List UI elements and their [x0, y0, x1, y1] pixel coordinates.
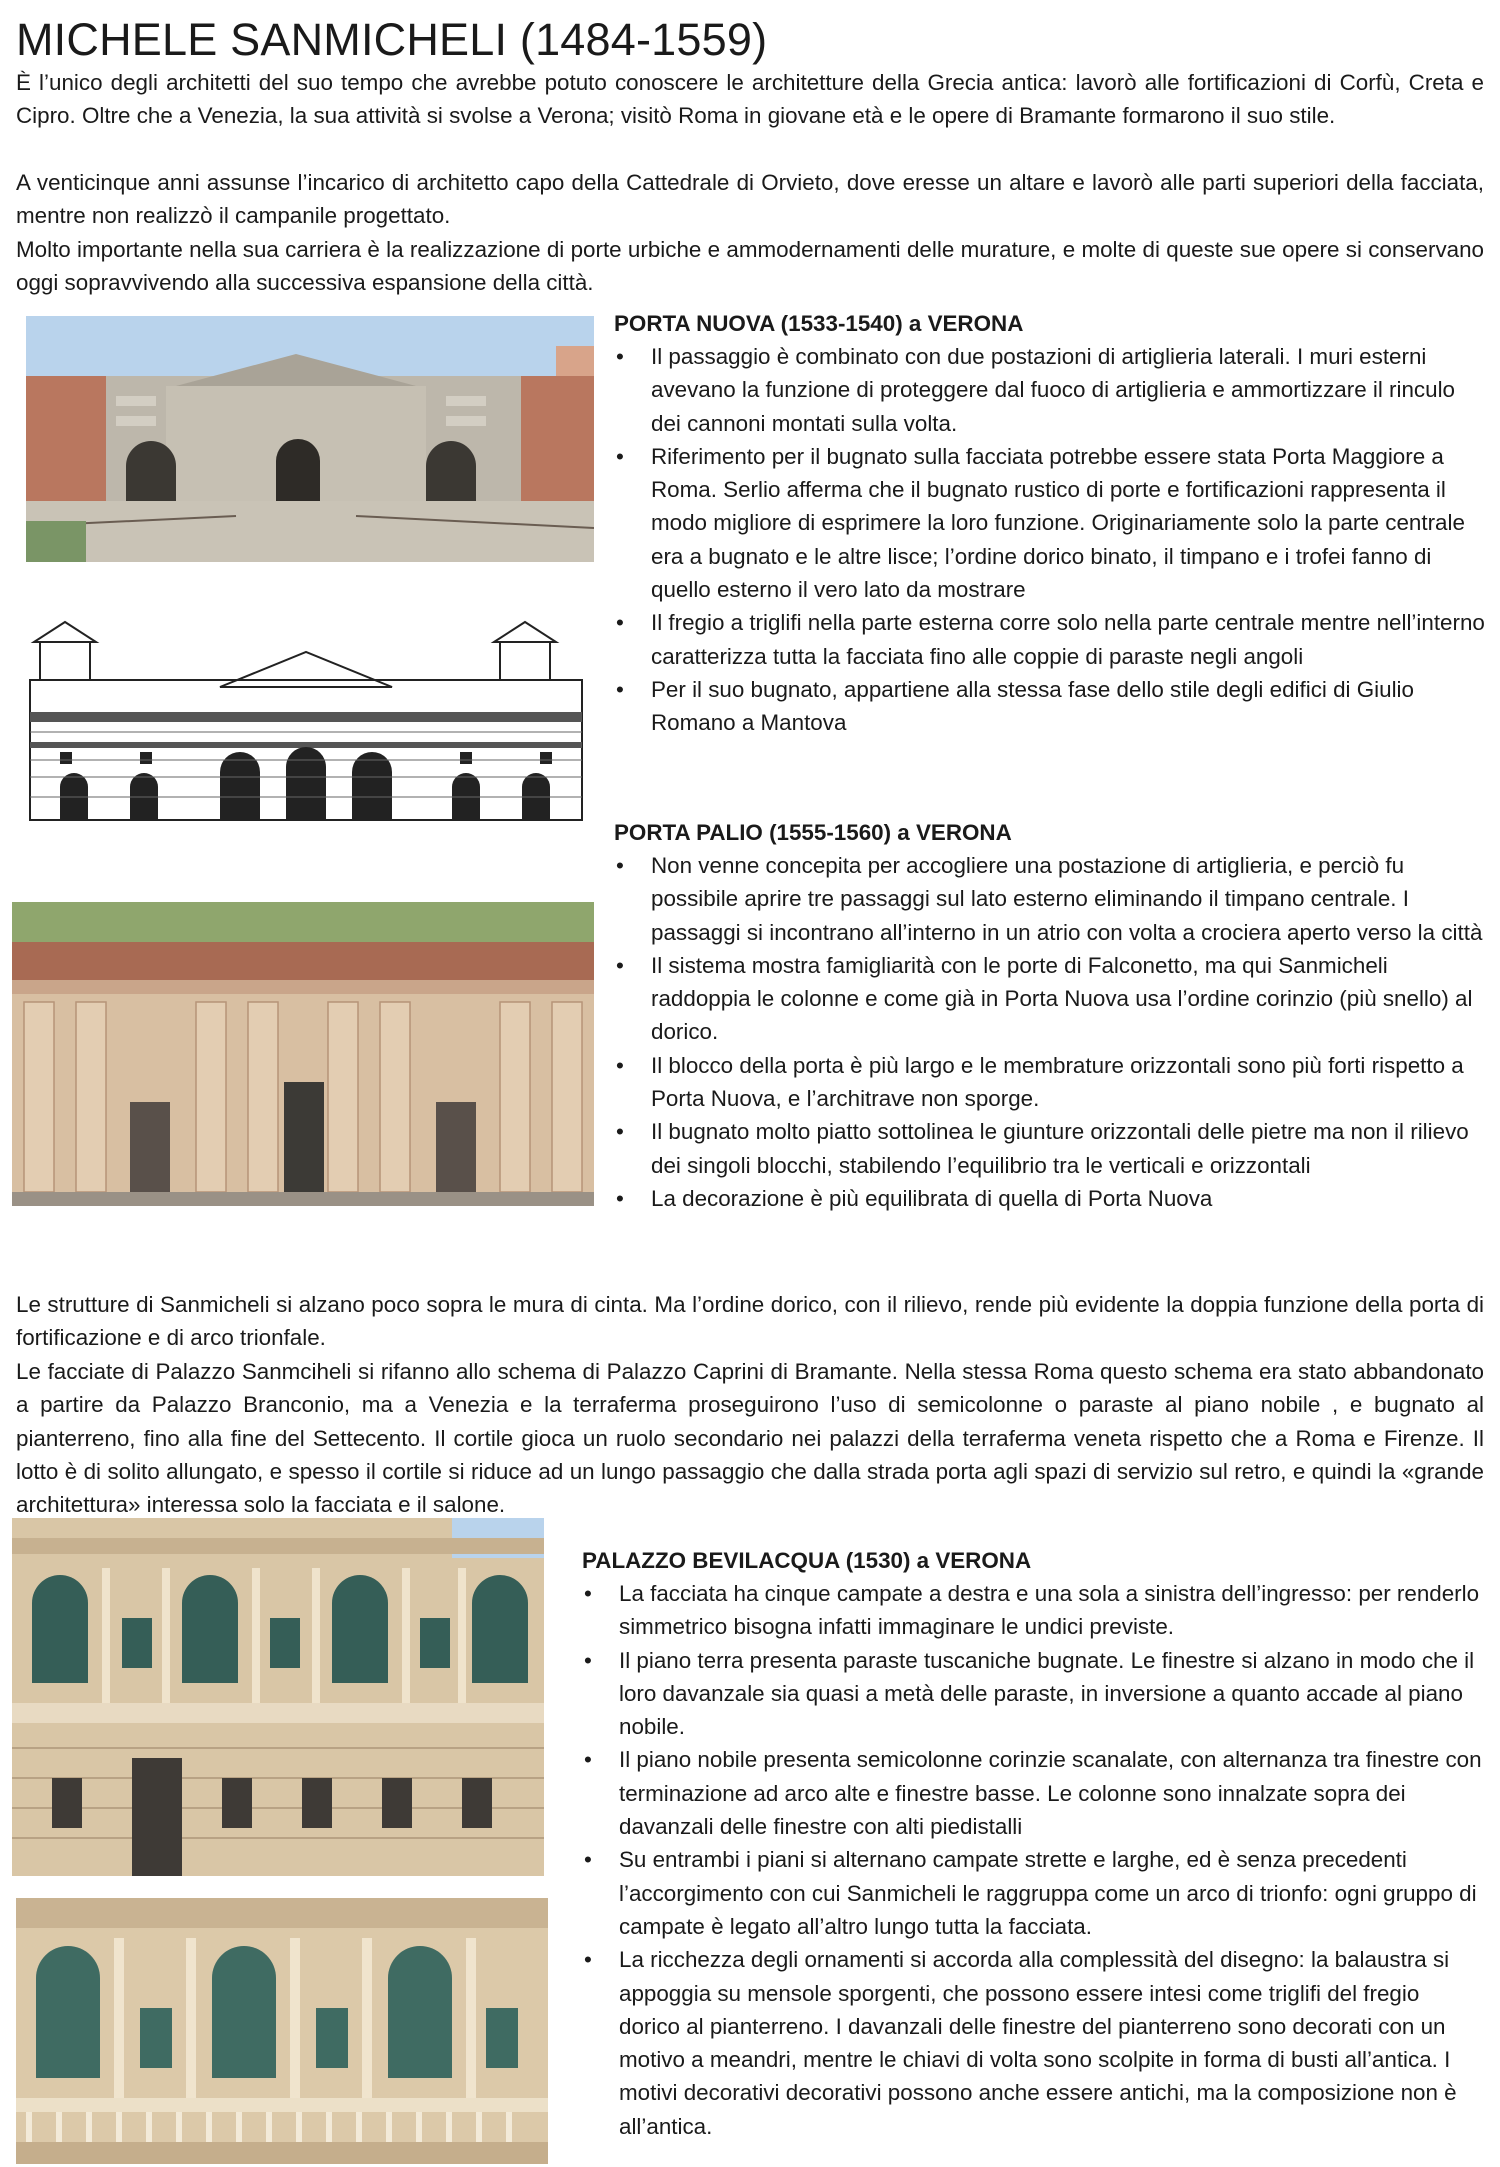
list-item: • Su entrambi i piani si alternano campate strette e larghe, ed è senza precedenti l’accorgimento con cui Sanmicheli le raggruppa come un arco di trionfo: ogni gruppo di campate è legato all’altro lungo tutta la facciata.	[582, 1843, 1484, 1943]
middle-paragraph-2: Le facciate di Palazzo Sanmciheli si rifanno allo schema di Palazzo Caprini di Bramante. Nella stessa Roma questo schema era stato abbandonato a partire da Palazzo Branconio, ma a Venezia e la terraferma proseguirono l’uso di semicolonne o paraste al piano nobile , e bugnato al pianterreno, fino alla fine del Settecento. Il cortile gioca un ruolo secondario nei palazzi della terraferma veneta rispetto che a Roma e Firenze. Il lotto è di solito allungato, e spesso il cortile si riduce ad un lungo passaggio che dalla strada porta agli spazi di servizio sul retro, e quindi la «grande architettura» interessa solo la facciata e il salone.	[16, 1359, 1484, 1518]
porta-nuova-elevation-drawing	[20, 592, 592, 822]
palazzo-bevilacqua-photo-upper	[12, 1518, 544, 1876]
porta-nuova-photo	[26, 316, 594, 562]
list-item: • La facciata ha cinque campate a destra e una sola a sinistra dell’ingresso: per renderlo simmetrico bisogna infatti immaginare le undici previste.	[582, 1577, 1484, 1644]
porta-palio-bullet-list	[614, 849, 1488, 1215]
intro-paragraph-3: Molto importante nella sua carriera è la realizzazione di porte urbiche e ammodernamenti delle murature, e molte di queste sue opere si conservano oggi sopravvivendo alla successiva espansione della città.	[16, 237, 1484, 296]
page-title: MICHELE SANMICHELI (1484-1559)	[16, 14, 768, 65]
palazzo-bevilacqua-heading: PALAZZO BEVILACQUA (1530) a VERONA	[582, 1548, 1032, 1573]
list-item: • Il piano terra presenta paraste tuscaniche bugnate. Le finestre si alzano in modo che il loro davanzale sia quasi a metà delle paraste, in inversione a quanto accade al piano nobile.	[582, 1644, 1484, 1744]
list-item: • La decorazione è più equilibrata di quella di Porta Nuova	[614, 1182, 1488, 1215]
porta-nuova-heading: PORTA NUOVA (1533-1540) a VERONA	[614, 311, 1024, 336]
list-item: • Il blocco della porta è più largo e le membrature orizzontali sono più forti rispetto a Porta Nuova, e l’architrave non sporge.	[614, 1049, 1488, 1116]
intro-paragraph-1: È l’unico degli architetti del suo tempo che avrebbe potuto conoscere le architetture della Grecia antica: lavorò alle fortificazioni di Corfù, Creta e Cipro. Oltre che a Venezia, la sua attività si svolse a Verona; visitò Roma in giovane età e le opere di Bramante formarono il suo stile.	[16, 70, 1484, 129]
list-item: • Il fregio a triglifi nella parte esterna corre solo nella parte centrale mentre nell’interno caratterizza tutta la facciata fino alle coppie di paraste negli angoli	[614, 606, 1488, 673]
intro-paragraph-2: A venticinque anni assunse l’incarico di architetto capo della Cattedrale di Orvieto, dove eresse un altare e lavorò alle parti superiori della facciata, mentre non realizzò il campanile progettato.	[16, 170, 1484, 229]
porta-nuova-bullet-list	[614, 340, 1488, 740]
middle-paragraph-1: Le strutture di Sanmicheli si alzano poco sopra le mura di cinta. Ma l’ordine dorico, con il rilievo, rende più evidente la doppia funzione della porta di fortificazione e di arco trionfale.	[16, 1292, 1484, 1351]
list-item: • Il passaggio è combinato con due postazioni di artiglieria laterali. I muri esterni avevano la funzione di proteggere dal fuoco di artiglieria e ammortizzare il rinculo dei cannoni montati sulla volta.	[614, 340, 1488, 440]
list-item: • Il bugnato molto piatto sottolinea le giunture orizzontali delle pietre ma non il rilievo dei singoli blocchi, stabilendo l’equilibrio tra le verticali e orizzontali	[614, 1115, 1488, 1182]
list-item: • Il piano nobile presenta semicolonne corinzie scanalate, con alternanza tra finestre con terminazione ad arco alte e finestre basse. Le colonne sono innalzate sopra dei davanzali delle finestre con alti piedistalli	[582, 1743, 1484, 1843]
list-item: • Il sistema mostra famigliarità con le porte di Falconetto, ma qui Sanmicheli raddoppia le colonne e come già in Porta Nuova usa l’ordine corinzio (più snello) al dorico.	[614, 949, 1488, 1049]
palazzo-bevilacqua-bullet-list	[582, 1577, 1484, 2143]
porta-palio-photo	[12, 902, 594, 1206]
list-item: • Riferimento per il bugnato sulla facciata potrebbe essere stata Porta Maggiore a Roma. Serlio afferma che il bugnato rustico di porte e fortificazioni rappresenta il modo migliore di esprimere la loro funzione. Originariamente solo la parte centrale era a bugnato e le altre lisce; l’ordine dorico binato, il timpano e i trofei fanno di quello esterno il vero lato da mostrare	[614, 440, 1488, 606]
list-item: • La ricchezza degli ornamenti si accorda alla complessità del disegno: la balaustra si appoggia su mensole sporgenti, che possono essere intesi come triglifi del fregio dorico al pianterreno. I davanzali delle finestre del pianterreno sono decorati con un motivo a meandri, mentre le chiavi di volta sono scolpite in forma di busti all’antica. I motivi decorativi decorativi possono anche essere antichi, ma la composizione non è all’antica.	[582, 1943, 1484, 2143]
porta-palio-heading: PORTA PALIO (1555-1560) a VERONA	[614, 820, 1012, 845]
palazzo-bevilacqua-photo-lower	[16, 1898, 548, 2164]
list-item: • Non venne concepita per accogliere una postazione di artiglieria, e perciò fu possibile aprire tre passaggi sul lato esterno eliminando il timpano centrale. I passaggi si incontrano all’interno in un atrio con volta a crociera aperto verso la città	[614, 849, 1488, 949]
list-item: • Per il suo bugnato, appartiene alla stessa fase dello stile degli edifici di Giulio Romano a Mantova	[614, 673, 1488, 740]
